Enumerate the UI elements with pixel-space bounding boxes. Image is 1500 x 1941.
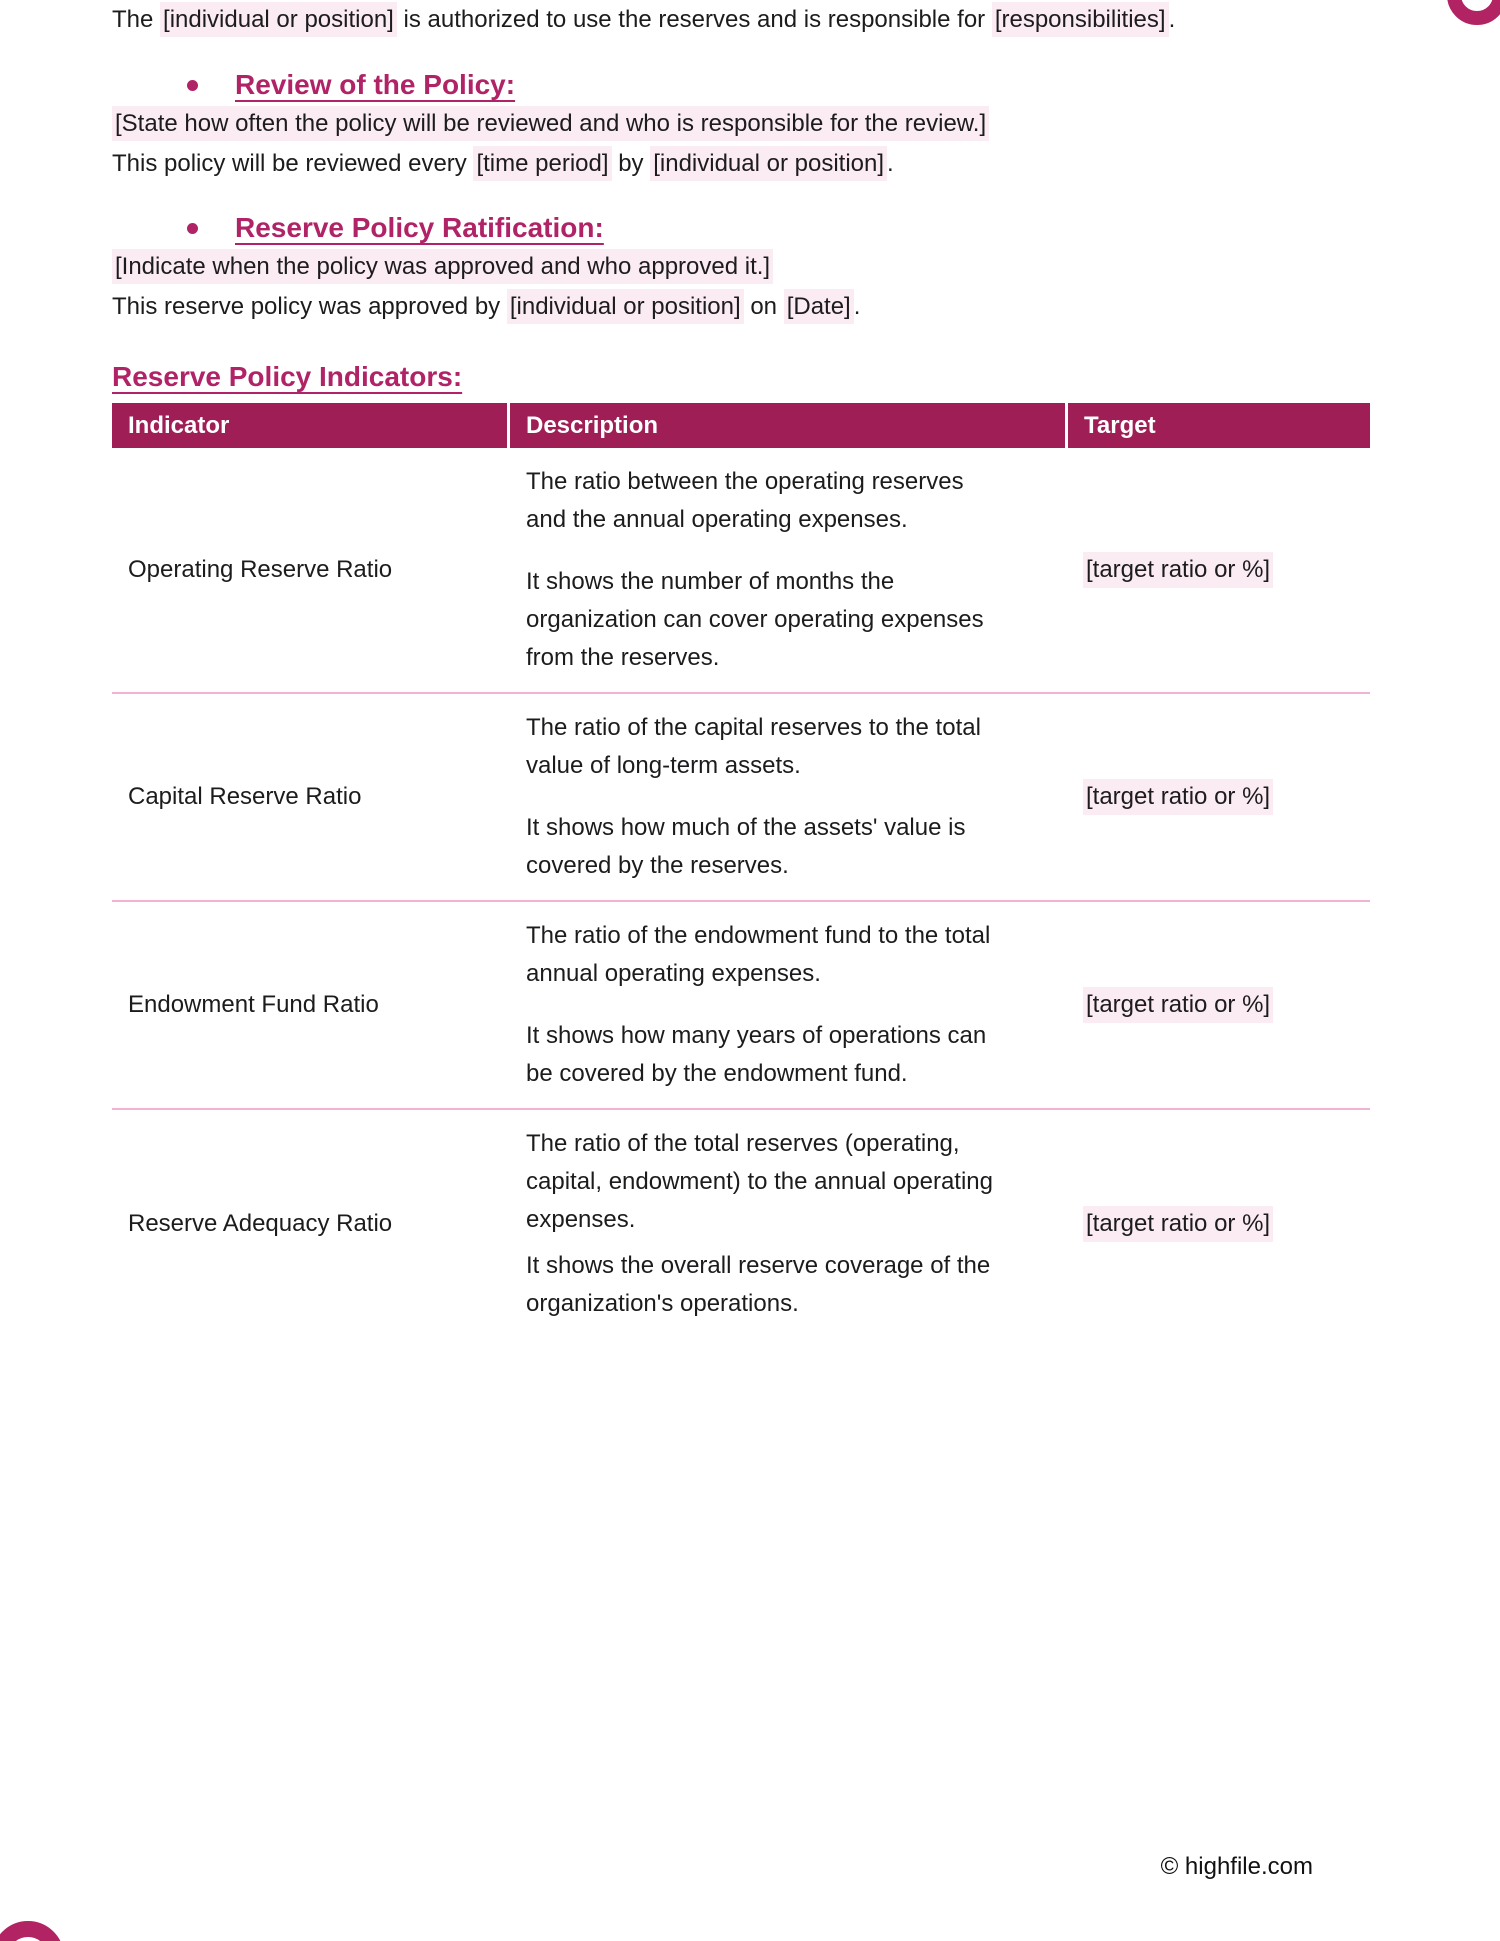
placeholder-highlight: [target ratio or %] xyxy=(1083,987,1273,1023)
description-paragraph: It shows the overall reserve coverage of the organization's operations. xyxy=(526,1252,991,1317)
description-paragraph: It shows the number of months the organization can cover operating expenses from the reserves. xyxy=(526,568,984,671)
description-cell xyxy=(510,448,1068,692)
indicators-table xyxy=(112,403,1370,1338)
column-header-target: Target xyxy=(1084,411,1156,439)
target-cell xyxy=(1068,448,1370,692)
placeholder-highlight: [time period] xyxy=(473,146,611,181)
section-heading-ratification-text: Reserve Policy Ratification: xyxy=(235,212,604,243)
table-row xyxy=(112,448,1370,694)
description-paragraph: The ratio between the operating reserves and the annual operating expenses. xyxy=(526,468,964,533)
target-cell xyxy=(1068,1110,1370,1338)
table-row xyxy=(112,902,1370,1110)
copyright-notice: © highfile.com xyxy=(1160,1853,1313,1880)
document-content xyxy=(112,0,1382,1338)
column-header-indicator: Indicator xyxy=(112,403,510,448)
indicator-cell: Operating Reserve Ratio xyxy=(128,556,393,583)
target-cell xyxy=(1068,902,1370,1108)
column-header-description: Description xyxy=(510,403,1068,448)
table-row xyxy=(112,694,1370,902)
text-segment: . xyxy=(1168,6,1176,33)
description-cell xyxy=(510,1110,1068,1338)
section-heading-indicators xyxy=(112,358,1382,396)
placeholder-highlight: [target ratio or %] xyxy=(1083,552,1273,588)
target-cell xyxy=(1068,694,1370,900)
review-statement-paragraph xyxy=(112,144,1382,184)
intro-paragraph xyxy=(112,0,1382,40)
placeholder-highlight: [target ratio or %] xyxy=(1083,1206,1273,1242)
bullet-icon xyxy=(187,80,198,91)
indicator-cell: Endowment Fund Ratio xyxy=(128,991,379,1018)
placeholder-highlight: [responsibilities] xyxy=(992,2,1169,37)
text-segment: The xyxy=(112,6,161,33)
text-segment: . xyxy=(853,293,861,320)
review-instruction-paragraph xyxy=(112,104,1382,144)
text-segment: by xyxy=(611,150,651,177)
description-paragraph: It shows how much of the assets' value is covered by the reserves. xyxy=(526,814,966,879)
placeholder-highlight: [individual or position] xyxy=(650,146,887,181)
corner-ring-decoration-bottom-left xyxy=(0,1921,64,1941)
description-paragraph: The ratio of the endowment fund to the total annual operating expenses. xyxy=(526,922,991,987)
placeholder-highlight: [individual or position] xyxy=(507,289,744,324)
bullet-icon xyxy=(187,223,198,234)
description-paragraph: The ratio of the total reserves (operating, capital, endowment) to the annual operating expenses. xyxy=(526,1130,993,1233)
text-segment: on xyxy=(743,293,784,320)
placeholder-highlight: [Date] xyxy=(784,289,854,324)
section-heading-ratification xyxy=(112,209,1382,247)
placeholder-highlight: [State how often the policy will be reviewed and who is responsible for the review.] xyxy=(112,106,989,141)
section-heading-review-text: Review of the Policy: xyxy=(235,69,516,100)
table-row xyxy=(112,1110,1370,1338)
description-cell xyxy=(510,902,1068,1108)
section-heading-indicators-text: Reserve Policy Indicators: xyxy=(112,361,463,392)
placeholder-highlight: [Indicate when the policy was approved and who approved it.] xyxy=(112,249,773,284)
indicator-cell: Reserve Adequacy Ratio xyxy=(128,1210,393,1237)
table-header-row xyxy=(112,403,1370,448)
description-paragraph: The ratio of the capital reserves to the total value of long-term assets. xyxy=(526,714,981,779)
text-segment: is authorized to use the reserves and is responsible for xyxy=(396,6,992,33)
corner-ring-decoration-top-right xyxy=(1447,0,1500,25)
placeholder-highlight: [target ratio or %] xyxy=(1083,779,1273,815)
description-cell xyxy=(510,694,1068,900)
text-segment: This policy will be reviewed every xyxy=(112,150,474,177)
section-heading-review xyxy=(112,66,1382,104)
indicator-cell: Capital Reserve Ratio xyxy=(128,783,362,810)
text-segment: . xyxy=(887,150,894,177)
text-segment: This reserve policy was approved by xyxy=(112,293,507,320)
placeholder-highlight: [individual or position] xyxy=(160,2,397,37)
description-paragraph: It shows how many years of operations can be covered by the endowment fund. xyxy=(526,1022,987,1087)
ratification-instruction-paragraph xyxy=(112,247,1382,287)
ratification-statement-paragraph xyxy=(112,287,1382,327)
